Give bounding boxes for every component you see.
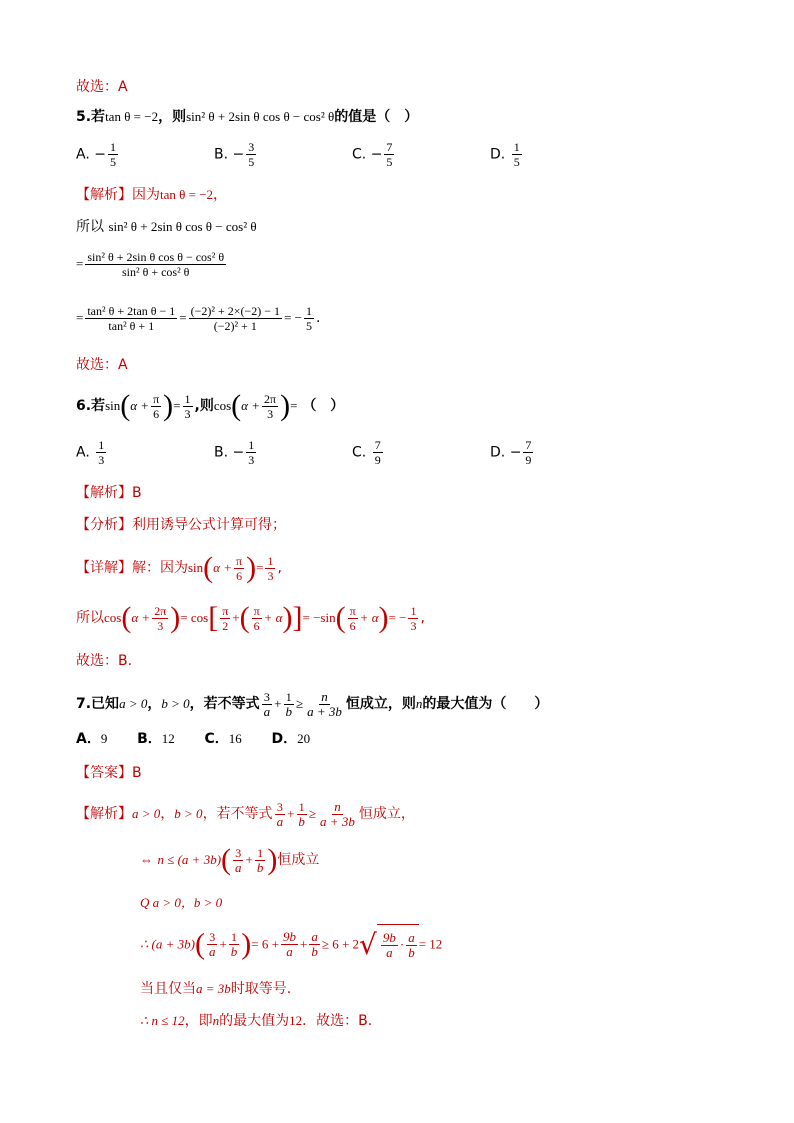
q7-options [76, 730, 310, 748]
q7-analysis-line6: ∴ n ≤ 12，即n的最大值为12．故选：B. [140, 1013, 373, 1029]
q7-analysis-line1: 【解析】a > 0，b > 0，若不等式 $\frac{3}{a}$ + $\frac{1}{b}$ ≥ $\frac{n}{a + 3b}$ 恒成立， [76, 798, 415, 829]
q7-analysis-line2: ⇔ n ≤ (a + 3b)( $\frac{3}{a}$ + $\frac{1}{b}$ )恒成立 [140, 843, 320, 876]
q6-option-c: C. $\frac{7}{9}$ [352, 438, 381, 467]
q6-answer: 故选：B. [76, 653, 133, 669]
q7-title: 7.已知a > 0，b > 0，若不等式 $\frac{3}{a}$ + $\frac{1}{b}$ ≥ $\frac{n}{a + 3b}$ 恒成立，则n的最大值为（ ） [76, 688, 549, 719]
q5-title [76, 108, 418, 126]
q6-option-a: A. $\frac{1}{3}$ [76, 438, 105, 467]
q5-expression: sin² θ + 2sin θ cos θ − cos² θ [186, 109, 335, 124]
q7-option-d: D．20 [271, 731, 311, 747]
q6-option-d: D. − $\frac{7}{9}$ [490, 438, 532, 467]
q7-option-b: B．12 [137, 731, 175, 747]
q7-analysis-line5: 当且仅当a = 3b时取等号. [140, 981, 292, 997]
q6-title: 6.若sin(α + $\frac{\pi}{6}$ )= $\frac{1}{3}$ ,则cos(α + $\frac{2\pi}{3}$ )= （ ） [76, 389, 345, 422]
q5-mid: ，则 [158, 109, 187, 125]
q5-answer: 故选：A [76, 357, 128, 373]
q6-detail: 【详解】解：因为sin(α + $\frac{\pi}{6}$ )= $\frac{1}{3}$ , [76, 551, 282, 584]
q5-number: 5.若 [76, 109, 106, 125]
q5-option-b: B. − $\frac{3}{5}$ [214, 140, 255, 169]
sqrt-symbol: √ $\frac{9b}{a}$ · $\frac{a}{b}$ [359, 924, 419, 965]
q5-option-d: D. $\frac{1}{5}$ [490, 140, 520, 169]
q6-so: 所以cos(α + $\frac{2\pi}{3}$ )= cos[ $\frac{\pi}{2}$ +( $\frac{\pi}{6}$ + α)]= −sin( $\frac{\pi}{6}$ + α)= − $\frac{1}{3}$ , [76, 601, 425, 634]
q5-suffix: 的值是（ ） [334, 109, 419, 125]
q5-step2: = $\frac{\text{sin² θ + 2sin θ cos θ − cos² θ}}{\text{sin² θ + cos² θ}}$ [76, 249, 225, 279]
q4-answer: 故选：A [76, 79, 128, 95]
q6-analysis: 【解析】B [76, 485, 142, 501]
q7-option-c: C．16 [204, 731, 242, 747]
q5-step1: 所以 sin² θ + 2sin θ cos θ − cos² θ [76, 219, 257, 235]
q5-option-c: C. − $\frac{7}{5}$ [352, 140, 393, 169]
q6-fenxi: 【分析】利用诱导公式计算可得； [76, 517, 286, 533]
q7-analysis-line4: ∴ (a + 3b)( $\frac{3}{a}$ + $\frac{1}{b}$ )= 6 + $\frac{9b}{a}$ + $\frac{a}{b}$ ≥ 6 + 2 √ $\frac{9b}{a}$ · $\frac{a}{b}$ = 12 [140, 924, 442, 965]
q7-answer: 【答案】B [76, 765, 142, 781]
q5-option-a: A. − $\frac{1}{5}$ [76, 140, 116, 169]
q7-option-a: A．9 [76, 731, 108, 747]
q5-analysis: 【解析】因为tan θ = −2， [76, 187, 228, 203]
q7-analysis-line3: Q a > 0，b > 0 [140, 895, 223, 910]
q6-option-b: B. − $\frac{1}{3}$ [214, 438, 255, 467]
q5-analysis-label: 【解析】 [76, 187, 132, 203]
q5-condition: tan θ = −2 [105, 109, 159, 124]
q5-step3: = $\frac{\text{tan² θ + 2tan θ − 1}}{\text{tan² θ + 1}}$ = $\frac{\text{(−2)² + 2×(−2) − 1}}{\text{(−2)² + 1}}$ = − $\frac{1}{5}$ . [76, 303, 321, 333]
